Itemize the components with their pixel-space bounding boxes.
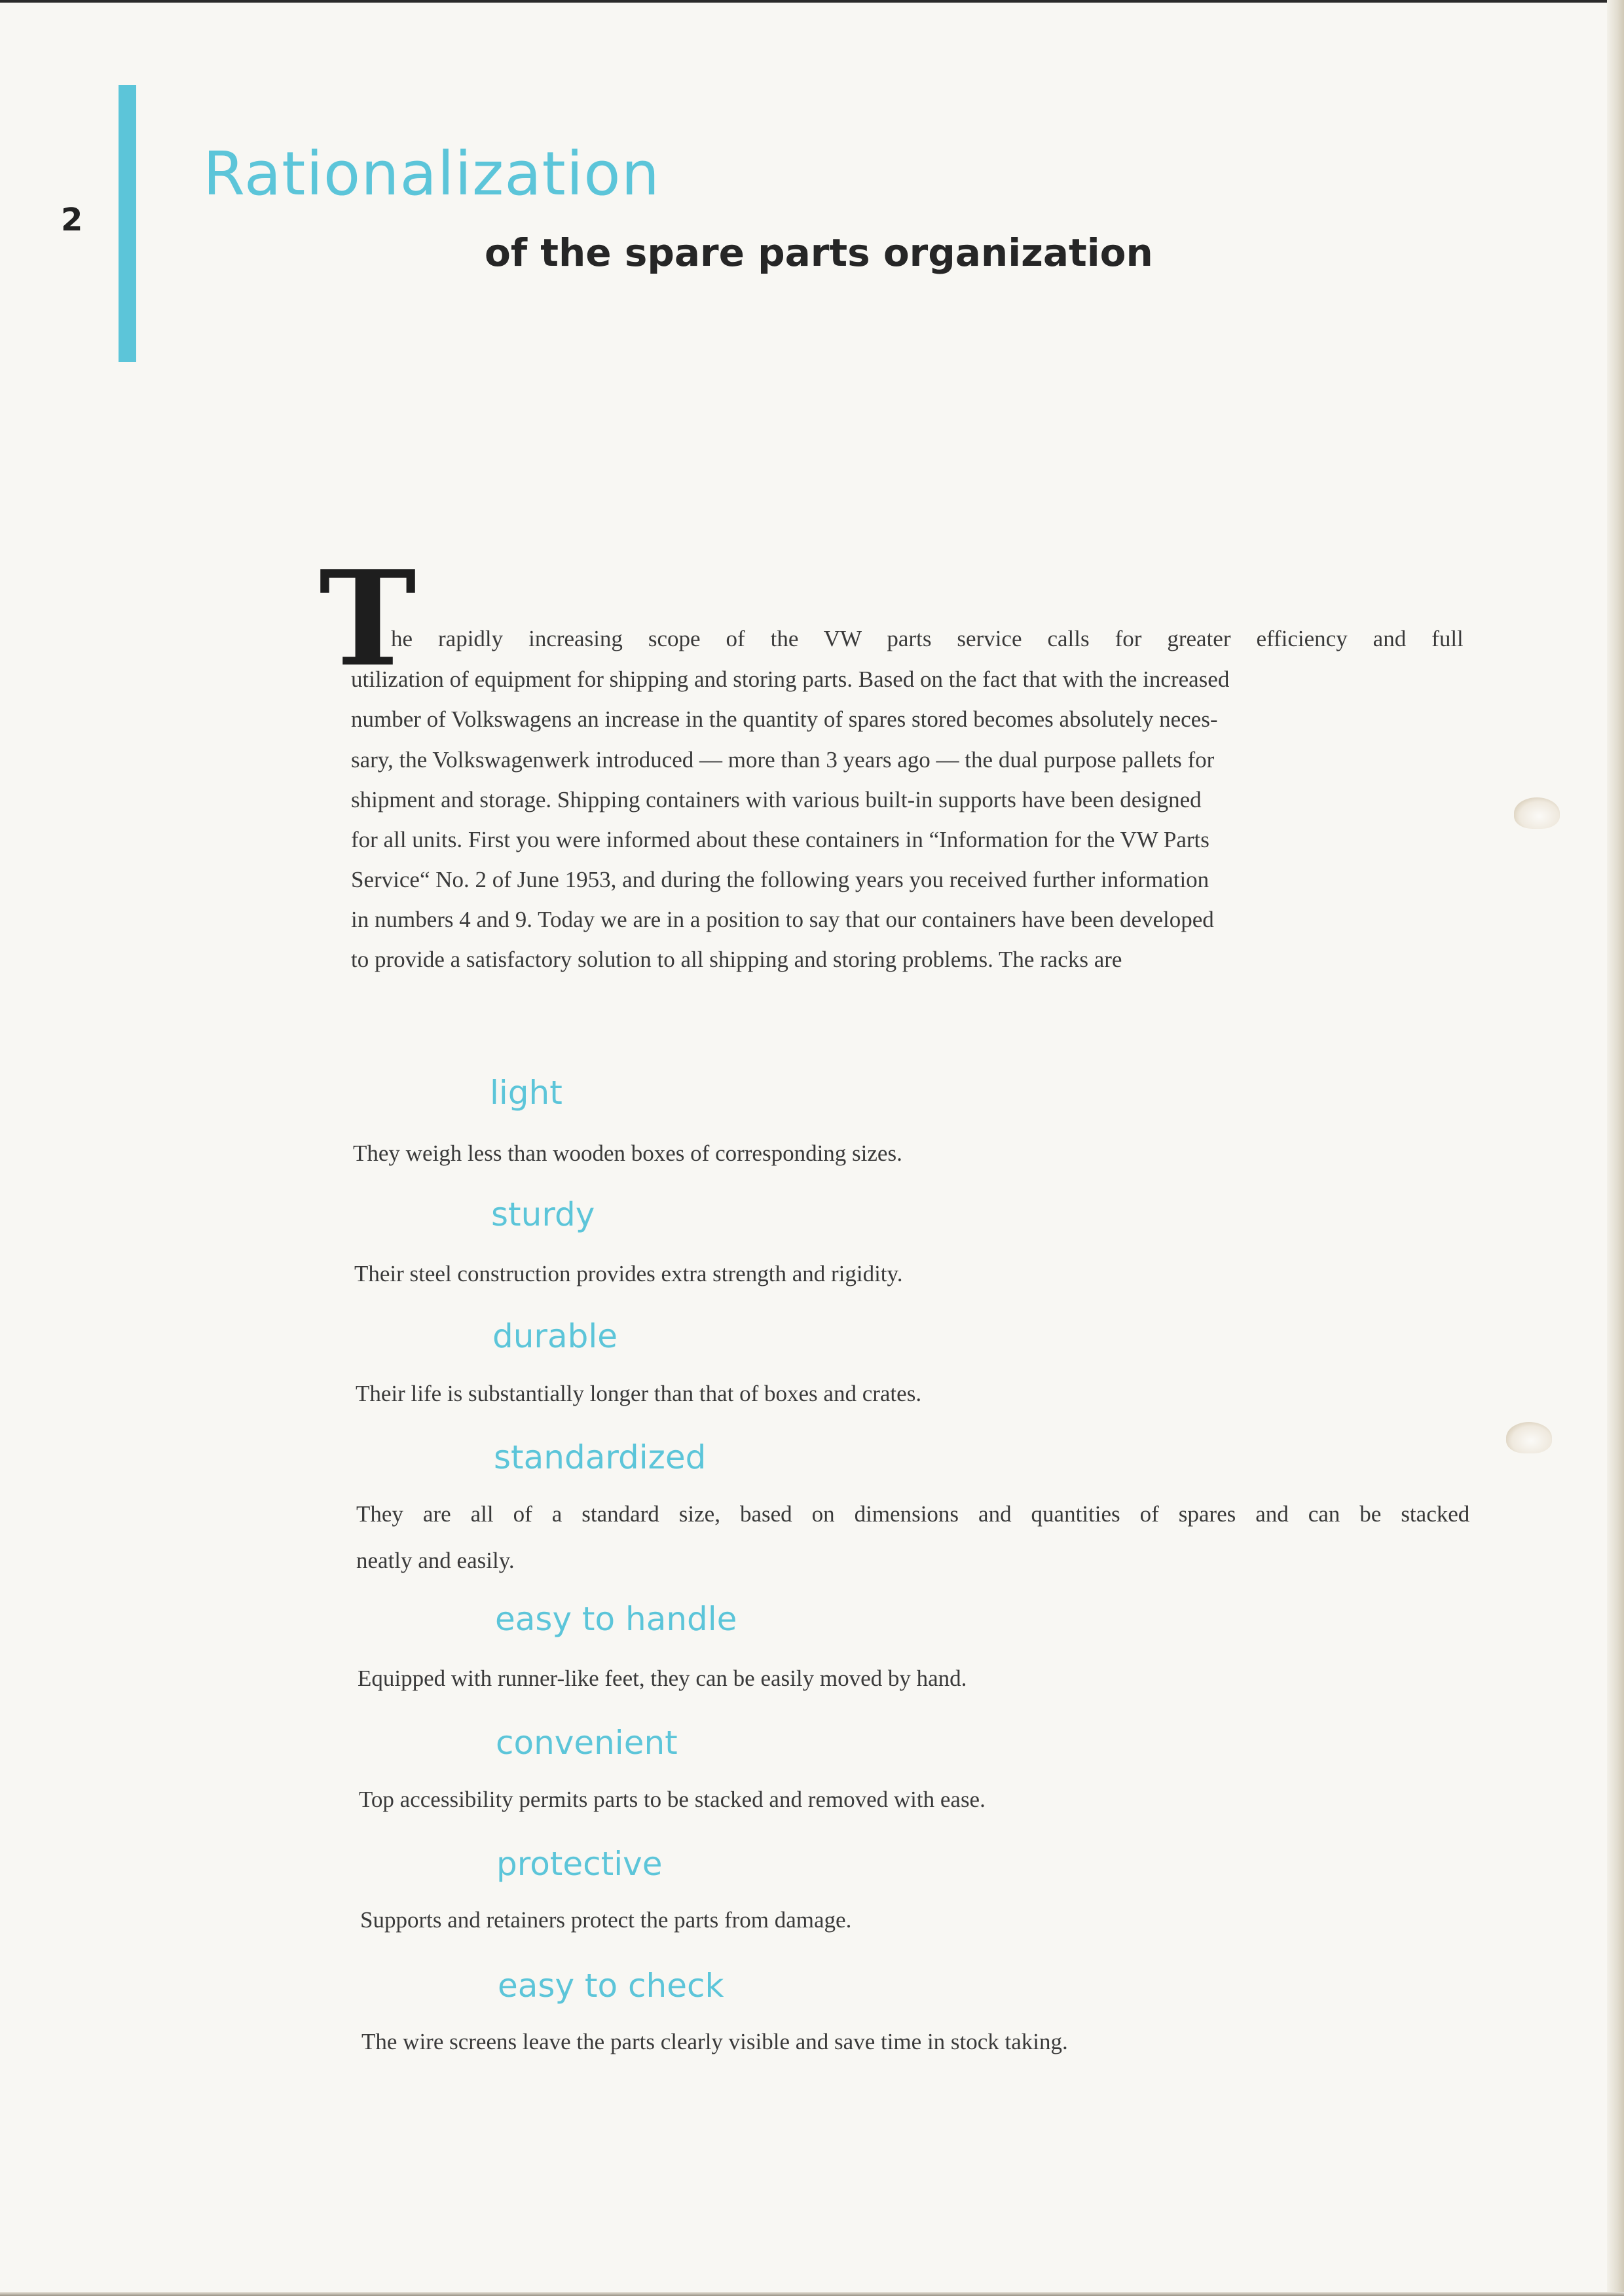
scan-right-edge: [1607, 0, 1624, 2296]
accent-bar: [119, 85, 136, 362]
feature-description: Their steel construction provides extra strength and rigidity.: [354, 1261, 903, 1286]
feature-term: durable: [492, 1317, 618, 1355]
feature-description: Supports and retainers protect the parts from damage.: [360, 1907, 852, 1933]
page-title: Rationalization: [203, 139, 660, 209]
feature-description: Top accessibility permits parts to be stacked and removed with ease.: [359, 1787, 986, 1812]
intro-line: Service“ No. 2 of June 1953, and during the following years you received further information: [351, 867, 1209, 892]
feature-description: Their life is substantially longer than that of boxes and crates.: [356, 1381, 922, 1406]
feature-description: neatly and easily.: [356, 1548, 515, 1573]
feature-term: sturdy: [491, 1195, 595, 1233]
drop-cap: T: [319, 542, 416, 696]
feature-description: They are all of a standard size, based on dimensions and quantities of spares and can be stacked: [356, 1501, 1470, 1527]
feature-term: light: [490, 1074, 563, 1112]
feature-term: easy to check: [498, 1967, 724, 2005]
feature-term: standardized: [494, 1438, 707, 1476]
scan-top-edge: [0, 0, 1624, 3]
feature-term: protective: [496, 1845, 663, 1883]
feature-term: convenient: [496, 1724, 678, 1762]
intro-line: utilization of equipment for shipping and storing parts. Based on the fact that with the increased: [351, 666, 1230, 692]
feature-description: The wire screens leave the parts clearly visible and save time in stock taking.: [361, 2029, 1068, 2054]
feature-description: They weigh less than wooden boxes of corresponding sizes.: [353, 1140, 902, 1166]
intro-line: shipment and storage. Shipping containers with various built-in supports have been designed: [351, 787, 1202, 812]
intro-line: in numbers 4 and 9. Today we are in a position to say that our containers have been developed: [351, 907, 1214, 932]
page-subtitle: of the spare parts organization: [485, 230, 1153, 275]
intro-line: for all units. First you were informed about these containers in “Information for the VW Parts: [351, 827, 1209, 852]
intro-line: he rapidly increasing scope of the VW parts service calls for greater efficiency and full: [391, 626, 1464, 651]
binder-hole-lower: [1506, 1422, 1552, 1453]
feature-description: Equipped with runner-like feet, they can be easily moved by hand.: [358, 1666, 967, 1691]
intro-line: sary, the Volkswagenwerk introduced — more than 3 years ago — the dual purpose pallets for: [351, 747, 1215, 773]
intro-line: to provide a satisfactory solution to all shipping and storing problems. The racks are: [351, 947, 1122, 972]
feature-term: easy to handle: [495, 1600, 737, 1638]
binder-hole-upper: [1514, 797, 1560, 829]
page-number: 2: [61, 202, 83, 238]
intro-line: number of Volkswagens an increase in the quantity of spares stored becomes absolutely neces-: [351, 706, 1218, 732]
scan-bottom-edge: [0, 2292, 1624, 2296]
